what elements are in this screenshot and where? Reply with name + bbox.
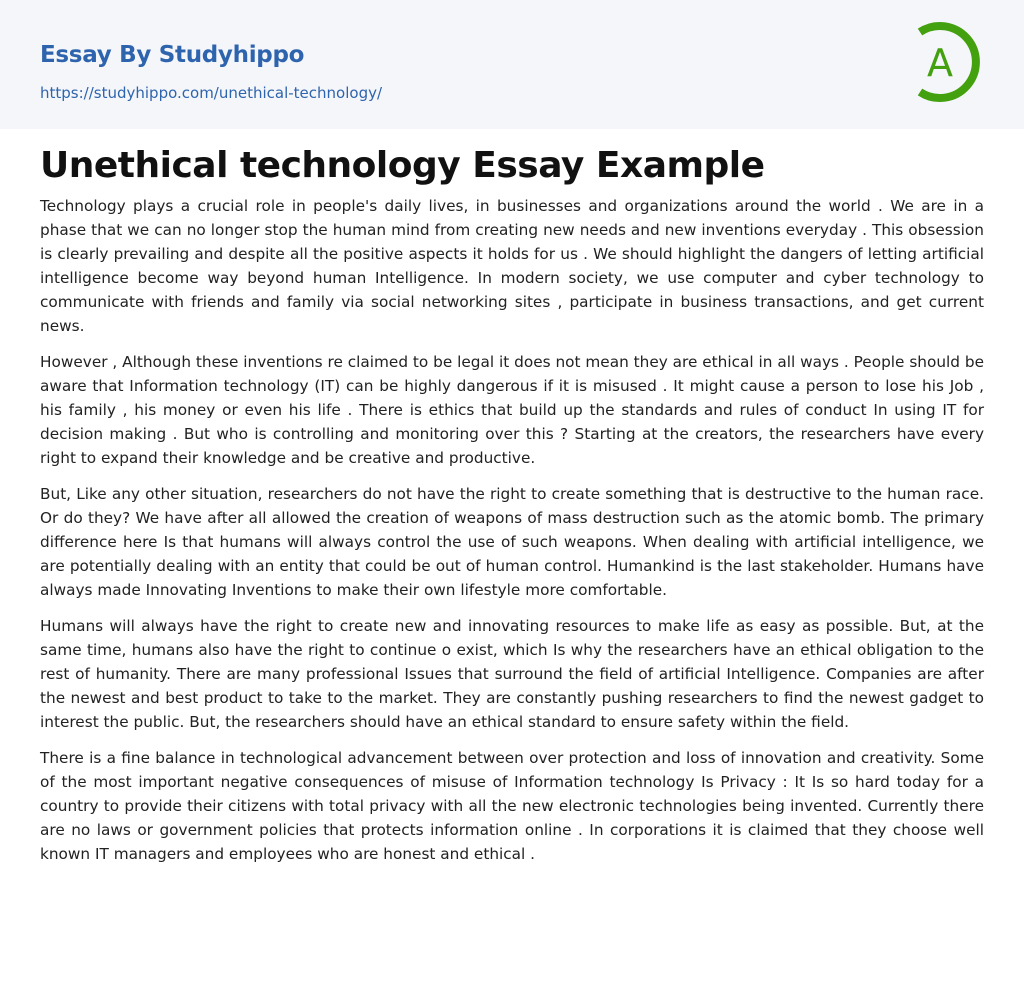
- essay-paragraph: But, Like any other situation, researchers do not have the right to create something that is destructive to the human race. Or do they? We have after all allowed the creation of weapons of mass destruction such as the atomic bomb. The primary difference here Is that humans will always control the use of such weapons. When dealing with artificial intelligence, we are potentially dealing with an entity that could be out of human control. Humankind is the last stakeholder. Humans have always made Innovating Inventions to make their own lifestyle more comfortable.: [40, 485, 984, 599]
- page-title: Unethical technology Essay Example: [40, 145, 765, 186]
- essay-paragraph: Humans will always have the right to create new and innovating resources to make life as easy as possible. But, at the same time, humans also have the right to continue o exist, which Is why the researchers have an ethical obligation to the rest of humanity. There are many professional Issues that surround the field of artificial Intelligence. Companies are after the newest and best product to take to the market. They are constantly pushing researchers to find the newest gadget to interest the public. But, the researchers should have an ethical standard to ensure safety within the field.: [40, 617, 984, 731]
- logo-letter: A: [927, 41, 953, 85]
- site-header: [0, 0, 1024, 129]
- essay-url-link[interactable]: https://studyhippo.com/unethical-technology/: [40, 84, 383, 102]
- essay-paragraph: Technology plays a crucial role in people's daily lives, in businesses and organizations around the world . We are in a phase that we can no longer stop the human mind from creating new needs and new inventions everyday . This obsession is clearly prevailing and despite all the positive aspects it holds for us . We should highlight the dangers of letting artificial intelligence become way beyond human Intelligence. In modern society, we use computer and cyber technology to communicate with friends and family via social networking sites , participate in business transactions, and get current news.: [40, 197, 984, 335]
- essay-paragraph: There is a fine balance in technological advancement between over protection and loss of innovation and creativity. Some of the most important negative consequences of misuse of Information technology Is Privacy : It Is so hard today for a country to provide their citizens with total privacy with all the new electronic technologies being invented. Currently there are no laws or government policies that protects information online . In corporations it is claimed that they choose well known IT managers and employees who are honest and ethical .: [40, 749, 984, 863]
- brand-title: Essay By Studyhippo: [40, 42, 305, 68]
- studyhippo-logo-icon[interactable]: [912, 20, 986, 104]
- essay-paragraph: However , Although these inventions re claimed to be legal it does not mean they are ethical in all ways . People should be aware that Information technology (IT) can be highly dangerous if it is misused . It might cause a person to lose his Job , his family , his money or even his life . There is ethics that build up the standards and rules of conduct In using IT for decision making . But who is controlling and monitoring over this ? Starting at the creators, the researchers have every right to expand their knowledge and be creative and productive.: [40, 353, 984, 467]
- essay-body: [40, 194, 984, 878]
